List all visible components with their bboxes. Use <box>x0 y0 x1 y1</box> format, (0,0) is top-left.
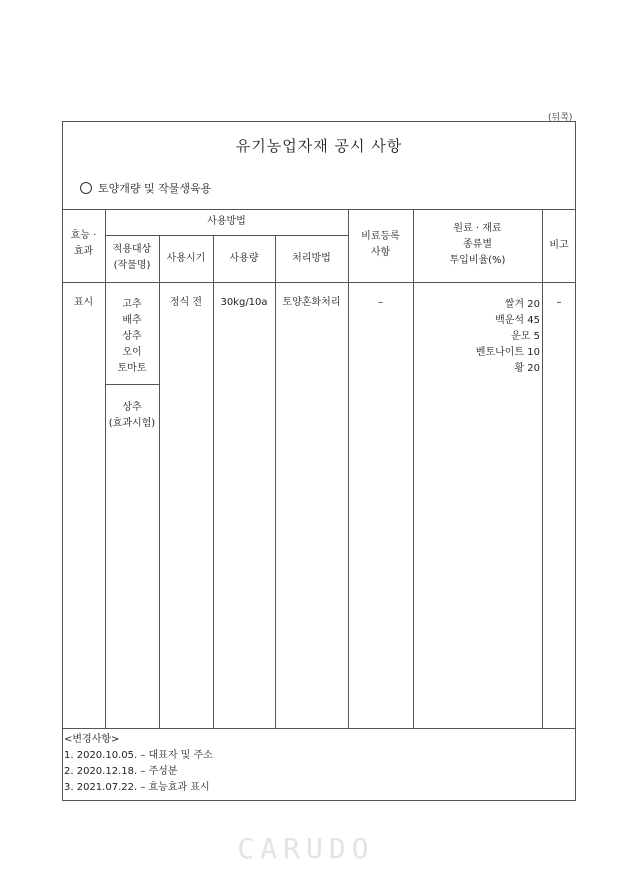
cell-method: 토양혼화처리 <box>282 297 341 308</box>
table-bottom-line <box>62 728 576 729</box>
header-bottom-line <box>62 282 576 283</box>
header-timing: 사용시기 <box>166 253 206 264</box>
col-line-1 <box>105 209 106 728</box>
document-title: 유기농업자재 공시 사항 <box>235 137 403 155</box>
col-line-7 <box>542 209 543 728</box>
header-ingredients: 원료 · 재료 종류별 투입비율(%) <box>449 223 506 266</box>
header-amount: 사용량 <box>229 253 259 264</box>
circle-icon <box>80 182 92 194</box>
usage-sub-line <box>105 235 348 236</box>
header-target: 적용대상 (작물명) <box>112 244 152 271</box>
change-item: 3. 2021.07.22. – 효능효과 표시 <box>64 782 210 793</box>
cell-crops: 고추 배추 상추 오이 토마토 <box>117 299 147 374</box>
cell-crops-test: 상추 (효과시험) <box>108 402 156 429</box>
header-fertilizer-reg: 비료등록 사항 <box>361 231 400 258</box>
header-method: 처리방법 <box>292 253 331 264</box>
watermark: CARUDO <box>237 832 375 865</box>
change-log <box>64 732 213 796</box>
change-item: 2. 2020.12.18. – 주성분 <box>64 766 178 777</box>
header-usage: 사용방법 <box>207 216 246 227</box>
header-efficacy: 효능 · 효과 <box>70 230 97 257</box>
crop-split-line <box>105 384 159 385</box>
section-heading <box>80 180 211 196</box>
cell-ingredients: 쌀겨 20 백운석 45 운모 5 벤토나이트 10 황 20 <box>475 299 540 374</box>
header-remark: 비고 <box>549 240 569 251</box>
change-item: 1. 2020.10.05. – 대표자 및 주소 <box>64 750 213 761</box>
cell-remark: – <box>556 297 562 308</box>
table-top-line <box>62 209 576 210</box>
page-label: (뒤쪽) <box>548 113 573 123</box>
change-log-heading: <변경사항> <box>64 734 120 745</box>
section-label: 토양개량 및 작물생육용 <box>98 182 212 195</box>
cell-fertilizer-reg: – <box>378 297 383 308</box>
col-line-6 <box>413 209 414 728</box>
cell-efficacy: 표시 <box>73 297 94 308</box>
cell-timing: 정식 전 <box>169 297 203 308</box>
cell-amount: 30kg/10a <box>220 297 268 308</box>
col-line-5 <box>348 209 349 728</box>
